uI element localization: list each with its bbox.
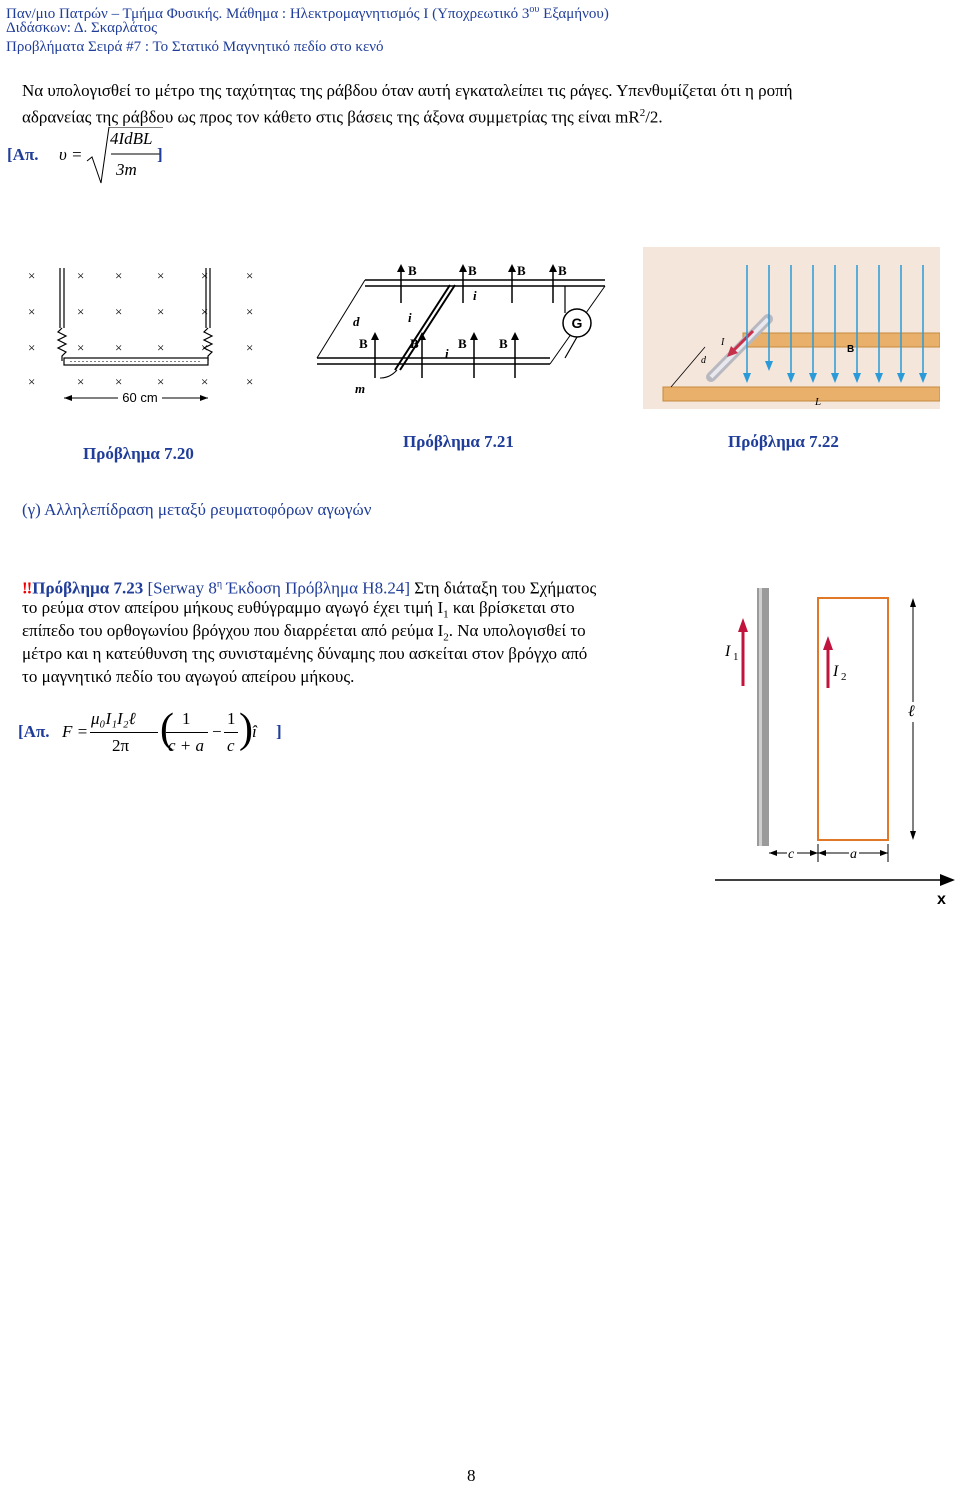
svg-text:×: × xyxy=(157,304,165,319)
svg-text:×: × xyxy=(246,304,254,319)
i1-label: I xyxy=(725,643,731,660)
svg-text:×: × xyxy=(115,374,123,389)
svg-text:×: × xyxy=(28,340,36,355)
problem-7-23-line-4: μέτρο και η κατεύθυνση της συνισταμένης δύναμης που ασκείται στον βρόγχο από xyxy=(22,644,588,663)
problem-7-23-line-5: το μαγνητικό πεδίο του αγωγού απείρου μήκους. xyxy=(22,667,355,686)
figure-7-21 xyxy=(305,258,610,403)
svg-text:×: × xyxy=(157,374,165,389)
header-line-1: Παν/μιο Πατρών – Τμήμα Φυσικής. Μάθημα : Ηλεκτρομαγνητισμός Ι (Υποχρεωτικό $3^{o\upsilon}$ Εξαμήνου) xyxy=(6,4,609,22)
svg-text:×: × xyxy=(246,340,254,355)
c-label: c xyxy=(788,847,795,862)
b-label: B xyxy=(410,336,419,351)
i2-subscript: 2 xyxy=(841,671,847,683)
b-label: B xyxy=(558,263,567,278)
i-label: i xyxy=(473,288,477,303)
header-line-2: Διδάσκων: Δ. Σκαρλάτος xyxy=(6,20,158,36)
header-line-3: Προβλήματα Σειρά #7 : Το Στατικό Μαγνητικό πεδίο στο κενό xyxy=(6,39,384,55)
svg-text:×: × xyxy=(115,340,123,355)
answer-2: [Απ. F = μ₀I₁I₂ℓ 2π ( 1 c + a − 1 c ) î ] xyxy=(18,706,282,755)
svg-text:×: × xyxy=(201,304,209,319)
svg-text:×: × xyxy=(246,268,254,283)
i2-label: I xyxy=(833,663,839,680)
i-label: i xyxy=(408,310,412,325)
svg-text:×: × xyxy=(246,374,254,389)
b-label: B xyxy=(847,344,855,355)
d-label: d xyxy=(353,314,360,329)
svg-text:×: × xyxy=(157,340,165,355)
caption-7-21: Πρόβλημα 7.21 xyxy=(403,432,514,451)
caption-7-20: Πρόβλημα 7.20 xyxy=(83,444,194,463)
i1-subscript: 1 xyxy=(733,651,739,663)
b-label: B xyxy=(359,336,368,351)
intro-line-1: Να υπολογισθεί το μέτρο της ταχύτητας της ράβδου όταν αυτή εγκαταλείπει τις ράγες. Υπενθυμίζεται ότι η ροπή xyxy=(22,81,793,100)
problem-7-23-line-1: ‼Πρόβλημα 7.23 [Serway $8^\eta$ Έκδοση Πρόβλημα Η8.24] Στη διάταξη του Σχήματος xyxy=(22,578,597,598)
problem-7-23-line-2: το ρεύμα στον απείρου μήκους ευθύγραμμο αγωγό έχει τιμή $I_1$ και βρίσκεται στο xyxy=(22,598,575,621)
scale-label: 60 cm xyxy=(122,390,158,405)
svg-text:×: × xyxy=(157,268,165,283)
svg-text:×: × xyxy=(77,268,85,283)
b-label: B xyxy=(458,336,467,351)
ell-label: ℓ xyxy=(908,703,915,720)
svg-text:×: × xyxy=(115,304,123,319)
i-label: i xyxy=(445,346,449,361)
section-heading: (γ) Αλληλεπίδραση μεταξύ ρευματοφόρων αγωγών xyxy=(22,500,372,519)
b-label: B xyxy=(499,336,508,351)
svg-text:×: × xyxy=(77,374,85,389)
x-axis-label: x xyxy=(937,891,946,908)
figure-7-22 xyxy=(643,247,940,409)
problem-7-23-line-3: επίπεδο του ορθογωνίου βρόγχου που διαρρέεται από ρεύμα $I_2$. Να υπολογισθεί το xyxy=(22,621,586,644)
intro-line-2: αδρανείας της ράβδου ως προς τον κάθετο στις βάσεις της άξονα συμμετρίας της είναι $mR^2/2$. xyxy=(22,107,663,127)
figure-7-23 xyxy=(715,588,955,908)
svg-text:×: × xyxy=(28,304,36,319)
b-label: B xyxy=(517,263,526,278)
l-label: L xyxy=(815,396,822,408)
b-label: B xyxy=(468,263,477,278)
svg-text:×: × xyxy=(28,374,36,389)
svg-text:×: × xyxy=(201,340,209,355)
page-number: 8 xyxy=(467,1466,476,1485)
caption-7-22: Πρόβλημα 7.22 xyxy=(728,432,839,451)
m-label: m xyxy=(355,381,366,396)
b-label: B xyxy=(408,263,417,278)
svg-text:×: × xyxy=(201,374,209,389)
galvanometer-label: G xyxy=(571,315,583,331)
svg-text:×: × xyxy=(77,340,85,355)
svg-text:×: × xyxy=(77,304,85,319)
svg-text:×: × xyxy=(28,268,36,283)
i-label: I xyxy=(721,337,725,348)
svg-text:×: × xyxy=(201,268,209,283)
a-label: a xyxy=(850,847,857,862)
svg-text:×: × xyxy=(115,268,123,283)
d-label: d xyxy=(701,355,706,366)
figure-7-20 xyxy=(20,258,270,408)
